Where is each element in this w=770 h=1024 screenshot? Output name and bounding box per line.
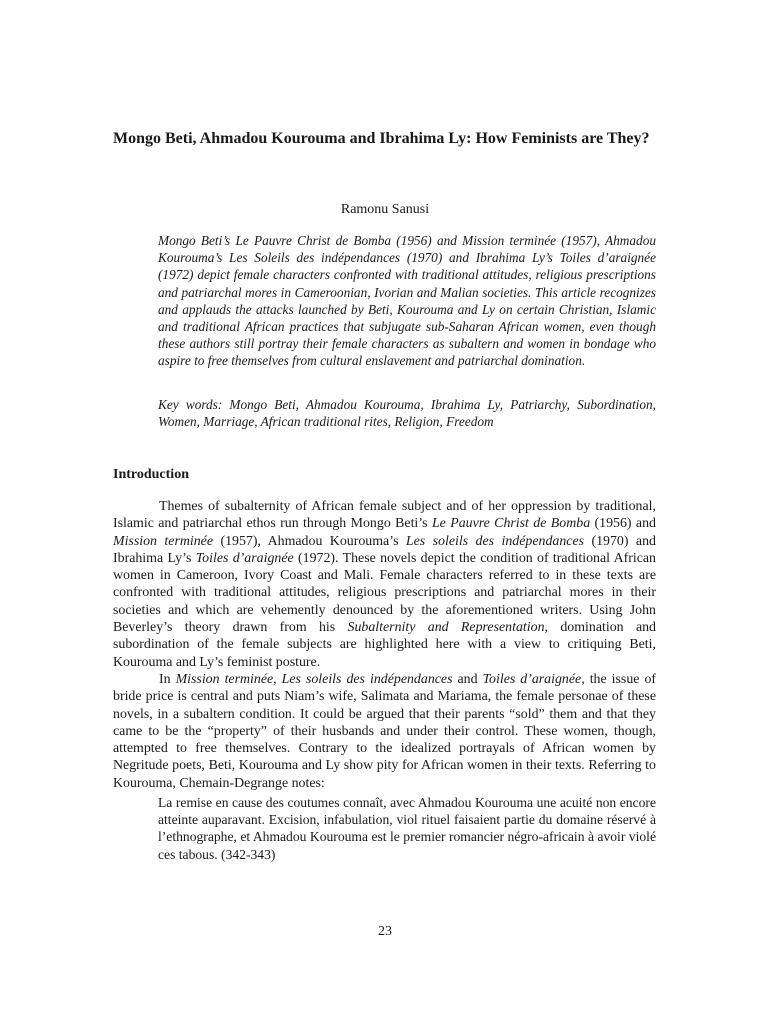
p2-title-1: Mission terminée [175,671,274,687]
keywords: Key words: Mongo Beti, Ahmadou Kourouma, Ibrahima Ly, Patriarchy, Subordination, Women, Marriage, African traditional rites, Religion, Freedom [158,397,656,430]
article-author: Ramonu Sanusi [340,202,430,217]
p2-text-4: , the issue of bride price is central and puts Niam’s wife, Salimata and Mariama, the female personae of these novels, in a subaltern condition. It could be argued that their parents “sold” them and that they came to be the “property” of their husbands and under their control. These women, though, attempted to free themselves. Contrary to the idealized portrayals of African women by Negritude poets, Beti, Kourouma and Ly show pity for African women in their texts. Referring to Kourouma, Chemain-Degrange notes: [113,671,657,791]
p1-title-4: Toiles d’araignée [195,550,294,566]
p1-text-6: , domination and subordination of the female subjects are highlighted here with a view to critiquing Beti, Kourouma and Ly’s feminist posture. [113,620,656,670]
p2-text-2: , [273,671,282,687]
p2-title-2: Les soleils des indépendances [281,671,453,687]
abstract: Mongo Beti’s Le Pauvre Christ de Bomba (1956) and Mission terminée (1957), Ahmadou Kourouma’s Les Soleils des indépendances (1970) and Ibrahima Ly’s Toiles d’araignée (1972) depict female characters confronted with traditional attitudes, religious prescriptions and patriarchal mores in Cameroonian, Ivorian and Malian societies. This article recognizes and applauds the attacks launched by Beti, Kourouma and Ly on certain Christian, Islamic and traditional African practices that subjugate sub-Saharan African women, even though these authors still portray their female characters as subaltern and women in bondage who aspire to free themselves from cultural enslavement and patriarchal domination. [158,233,656,369]
article-title: Mongo Beti, Ahmadou Kourouma and Ibrahima Ly: How Feminists are They? [113,130,650,147]
p1-title-2: Mission terminée [113,533,214,549]
p2-text-1: In [159,671,176,687]
p1-text-5: (1972). These novels depict the condition of traditional African women in Cameroon, Ivory Coast and Mali. Female characters referred to in these texts are confronted with traditional attitudes, religious prescriptions and patriarchal mores in their societies and which are vehemently denounced by the aforementioned writers. Using John Beverley’s theory drawn from his [113,550,656,636]
block-quote: La remise en cause des coutumes connaît, avec Ahmadou Kourouma une acuité non encore atteinte auparavant. Excision, infabulation, viol rituel faisaient partie du domaine réservé à l’ethnographe, et Ahmadou Kourouma est le premier romancier négro-africain à avoir violé ces tabous. (342-343) [158,795,656,862]
p1-title-5: Subalternity and Representation [347,620,545,636]
paragraph-1 [113,498,656,671]
section-heading-introduction: Introduction [113,467,189,482]
p1-text-4: (1970) and Ibrahima Ly’s [113,533,656,566]
p2-title-3: Toiles d’araignée [482,671,582,687]
page-number: 23 [378,924,392,939]
p1-text-2: (1956) and [590,516,656,532]
paragraph-2 [113,671,656,792]
introduction-body [113,498,656,792]
p1-text-1: Themes of subalternity of African female subject and of her oppression by traditional, Islamic and patriarchal ethos run through Mongo Beti’s [113,499,656,532]
p2-text-3: and [452,671,483,687]
p1-title-1: Le Pauvre Christ de Bomba [431,516,591,532]
p1-title-3: Les soleils des indépendances [405,533,585,549]
p1-text-3: (1957), Ahmadou Kourouma’s [213,533,406,549]
